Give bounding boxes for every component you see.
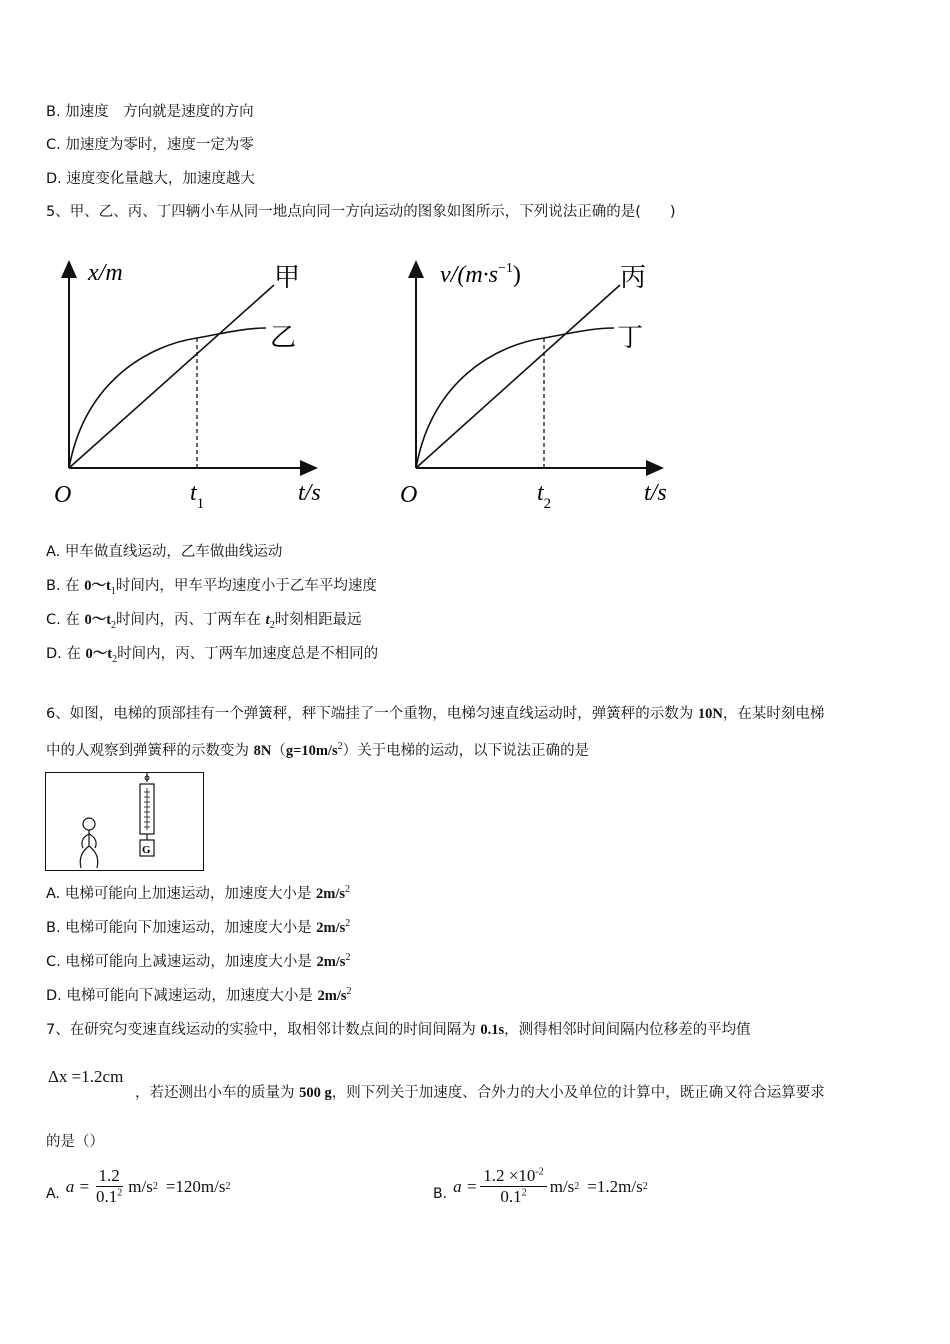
q6-option-c: C. 电梯可能向上减速运动，加速度大小是 $2m/s^2$ bbox=[46, 952, 351, 970]
graph2-curve-ding bbox=[416, 328, 614, 468]
graph1-label-yi: 乙 bbox=[270, 323, 297, 352]
graph-x-t bbox=[54, 260, 321, 512]
graph2-origin: O bbox=[400, 482, 418, 508]
q7-delta-x: Δx =1.2cm bbox=[48, 1067, 124, 1086]
q6-stem-line2: 中的人观察到弹簧秤的示数变为 $8N(g=10m/s^2)$关于电梯的运动，以下说法正确的是 bbox=[46, 741, 590, 759]
graph1-origin: O bbox=[54, 482, 72, 508]
q5-option-a: A. 甲车做直线运动，乙车做曲线运动 bbox=[46, 544, 283, 560]
q6-option-b: B. 电梯可能向下加速运动，加速度大小是 $2m/s^2$ bbox=[46, 918, 351, 936]
graph2-tick: $t_2$ bbox=[537, 480, 552, 512]
graph1-ylabel: x/m bbox=[88, 260, 123, 286]
q7-option-b: B. a = $\frac{1.2 \times 10^{-2}}{0.1^2}$ m/s 2 =1.2m/s 2 bbox=[433, 1166, 648, 1206]
graph1-label-jia: 甲 bbox=[274, 263, 301, 292]
q4-option-c: C. 加速度为零时，速度一定为零 bbox=[46, 137, 254, 153]
q5-option-b: B. 在 $0\sim t_1$时间内，甲车平均速度小于乙车平均速度 bbox=[46, 578, 377, 597]
graph2-line-bing bbox=[416, 285, 620, 468]
graph1-curve-yi bbox=[69, 328, 266, 468]
q7-stem-line1: 7、在研究匀变速直线运动的实验中，取相邻计数点间的时间间隔为 0.1s，测得相邻时间间隔内位移差的平均值 bbox=[46, 1022, 751, 1038]
q6-stem-line1: 6、如图，电梯的顶部挂有一个弹簧秤，秤下端挂了一个重物，电梯匀速直线运动时，弹簧秤的示数为 10N，在某时刻电梯 bbox=[46, 706, 825, 722]
graph2-label-bing: 丙 bbox=[620, 263, 647, 292]
q7-option-a: A. a = $\frac{1.2}{0.1^2}$ m/s 2 =120m/s 2 bbox=[46, 1166, 231, 1206]
q6-option-a: A. 电梯可能向上加速运动，加速度大小是 $2m/s^2$ bbox=[46, 884, 350, 902]
graph1-xlabel: t/s bbox=[298, 480, 321, 506]
graph1-line-jia bbox=[69, 285, 274, 468]
q5-graphs bbox=[40, 250, 700, 520]
q7-stem-line2: ，若还测出小车的质量为 500 g，则下列关于加速度、合外力的大小及单位的计算中，既正确又符合运算要求 bbox=[135, 1085, 825, 1101]
q7-stem-line3: 的是（） bbox=[46, 1134, 104, 1150]
q5-option-d: D. 在 $0\sim t_2$时间内，丙、丁两车加速度总是不相同的 bbox=[46, 646, 379, 665]
graph1-tick: $t_1$ bbox=[190, 480, 205, 512]
q5-stem: 5、甲、乙、丙、丁四辆小车从同一地点向同一方向运动的图象如图所示，下列说法正确的是( ) bbox=[46, 204, 676, 220]
q4-option-d: D. 速度变化量越大，加速度越大 bbox=[46, 171, 255, 187]
elevator-frame bbox=[46, 773, 204, 871]
graph2-label-ding: 丁 bbox=[617, 323, 644, 352]
graph2-ylabel: $v/(m\cdot s^{-1})$ bbox=[440, 261, 521, 288]
svg-text:G: G bbox=[142, 844, 151, 856]
graph2-xlabel: t/s bbox=[644, 480, 667, 506]
q6-option-d: D. 电梯可能向下减速运动，加速度大小是 $2m/s^2$ bbox=[46, 986, 352, 1004]
q5-option-c: C. 在 $0\sim t_2$时间内，丙、丁两车在 $t_2$时刻相距最远 bbox=[46, 612, 362, 631]
q4-option-b: B. 加速度 方向就是速度的方向 bbox=[46, 104, 254, 120]
graph-v-t bbox=[400, 261, 667, 512]
q6-elevator-figure bbox=[45, 772, 205, 872]
